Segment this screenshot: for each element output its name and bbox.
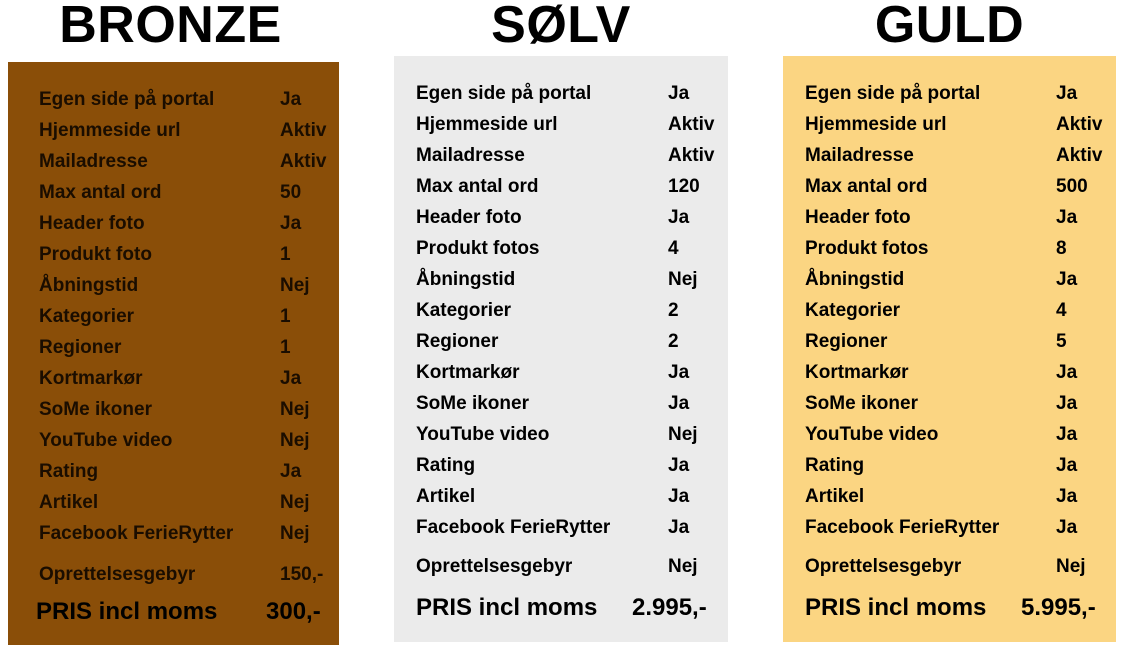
feature-row xyxy=(8,334,339,362)
feature-row xyxy=(8,427,339,455)
feature-label: Kortmarkør xyxy=(416,362,520,383)
feature-value: 2 xyxy=(668,300,679,321)
price-value: 300,- xyxy=(266,598,321,625)
feature-label: Egen side på portal xyxy=(805,83,981,104)
tier-title-guld: GULD xyxy=(874,0,1025,54)
feature-label: Artikel xyxy=(805,486,865,507)
feature-row xyxy=(394,142,728,170)
tier-solv xyxy=(394,0,728,650)
feature-value: Ja xyxy=(280,368,302,389)
feature-value: Aktiv xyxy=(280,120,327,141)
feature-value: 1 xyxy=(280,337,291,358)
feature-label: Hjemmeside url xyxy=(805,114,947,135)
feature-value: 4 xyxy=(1056,300,1067,321)
feature-row xyxy=(8,365,339,393)
feature-row xyxy=(394,483,728,511)
feature-row xyxy=(783,142,1116,170)
feature-value: Ja xyxy=(668,486,690,507)
feature-label: Mailadresse xyxy=(805,145,914,166)
feature-value: Ja xyxy=(1056,517,1078,538)
feature-label: Regioner xyxy=(39,337,122,358)
price-label: PRIS incl moms xyxy=(416,594,598,621)
feature-label: Hjemmeside url xyxy=(39,120,181,141)
tier-panel-guld xyxy=(783,56,1116,642)
feature-value: Ja xyxy=(668,207,690,228)
feature-label: Mailadresse xyxy=(39,151,148,172)
price-label: PRIS incl moms xyxy=(36,598,218,625)
feature-row xyxy=(8,520,339,548)
feature-value: 8 xyxy=(1056,238,1067,259)
feature-row xyxy=(783,235,1116,263)
feature-value: 120 xyxy=(668,176,700,197)
feature-label: Kategorier xyxy=(416,300,512,321)
feature-value: Ja xyxy=(668,455,690,476)
feature-label: Oprettelsesgebyr xyxy=(39,564,196,585)
feature-row xyxy=(8,561,339,589)
feature-value: Ja xyxy=(1056,393,1078,414)
feature-value: 150,- xyxy=(280,564,324,585)
feature-value: 1 xyxy=(280,306,291,327)
feature-value: Aktiv xyxy=(668,145,715,166)
tier-panel-bronze xyxy=(8,62,339,645)
feature-label: Kortmarkør xyxy=(39,368,143,389)
feature-label: Regioner xyxy=(805,331,888,352)
feature-row xyxy=(394,111,728,139)
feature-row xyxy=(8,210,339,238)
feature-value: Aktiv xyxy=(1056,145,1103,166)
feature-row xyxy=(8,179,339,207)
feature-value: Aktiv xyxy=(1056,114,1103,135)
tier-title-bronze: BRONZE xyxy=(59,0,282,54)
price-row xyxy=(783,591,1116,625)
feature-row xyxy=(8,396,339,424)
feature-value: Aktiv xyxy=(668,114,715,135)
feature-value: Nej xyxy=(668,269,698,290)
feature-label: Max antal ord xyxy=(39,182,162,203)
price-value: 2.995,- xyxy=(632,594,707,621)
feature-label: Kategorier xyxy=(39,306,135,327)
feature-row xyxy=(8,241,339,269)
feature-label: Max antal ord xyxy=(805,176,928,197)
feature-value: Nej xyxy=(280,275,310,296)
feature-row xyxy=(394,514,728,542)
feature-value: Ja xyxy=(668,362,690,383)
feature-row xyxy=(394,297,728,325)
price-row xyxy=(394,591,728,625)
feature-label: Facebook FerieRytter xyxy=(805,517,1000,538)
feature-row xyxy=(394,452,728,480)
feature-value: Nej xyxy=(668,556,698,577)
feature-value: Nej xyxy=(280,492,310,513)
feature-value: Ja xyxy=(668,83,690,104)
feature-row xyxy=(8,303,339,331)
feature-row xyxy=(783,483,1116,511)
tier-title-solv: SØLV xyxy=(491,0,631,54)
feature-label: Header foto xyxy=(416,207,522,228)
tier-guld xyxy=(783,0,1116,650)
feature-row xyxy=(783,390,1116,418)
feature-label: Rating xyxy=(416,455,476,476)
feature-row xyxy=(783,297,1116,325)
feature-label: Regioner xyxy=(416,331,499,352)
feature-label: Kategorier xyxy=(805,300,901,321)
feature-row xyxy=(394,328,728,356)
feature-label: SoMe ikoner xyxy=(805,393,918,414)
feature-row xyxy=(394,204,728,232)
feature-value: 4 xyxy=(668,238,679,259)
tier-panel-solv xyxy=(394,56,728,642)
feature-value: 5 xyxy=(1056,331,1067,352)
feature-row xyxy=(783,452,1116,480)
feature-row xyxy=(394,421,728,449)
feature-row xyxy=(783,80,1116,108)
feature-label: Header foto xyxy=(39,213,145,234)
price-value: 5.995,- xyxy=(1021,594,1096,621)
feature-label: SoMe ikoner xyxy=(416,393,529,414)
feature-row xyxy=(394,80,728,108)
feature-value: Ja xyxy=(280,213,302,234)
feature-row xyxy=(8,458,339,486)
feature-label: Oprettelsesgebyr xyxy=(416,556,573,577)
feature-row xyxy=(8,272,339,300)
feature-value: Nej xyxy=(280,523,310,544)
feature-label: Rating xyxy=(39,461,99,482)
feature-row xyxy=(8,148,339,176)
feature-label: Produkt fotos xyxy=(805,238,929,259)
feature-label: Mailadresse xyxy=(416,145,525,166)
feature-row xyxy=(394,390,728,418)
feature-label: Åbningstid xyxy=(416,269,516,290)
feature-label: Facebook FerieRytter xyxy=(416,517,611,538)
feature-row xyxy=(8,117,339,145)
feature-label: Produkt fotos xyxy=(416,238,540,259)
feature-row xyxy=(8,86,339,114)
feature-value: 1 xyxy=(280,244,291,265)
feature-label: Artikel xyxy=(416,486,476,507)
feature-label: YouTube video xyxy=(39,430,173,451)
feature-label: Facebook FerieRytter xyxy=(39,523,234,544)
feature-value: Nej xyxy=(280,430,310,451)
feature-value: Ja xyxy=(1056,362,1078,383)
feature-label: Åbningstid xyxy=(805,269,905,290)
feature-row xyxy=(8,489,339,517)
feature-label: Egen side på portal xyxy=(39,89,215,110)
feature-value: 500 xyxy=(1056,176,1088,197)
feature-value: Ja xyxy=(1056,424,1078,445)
feature-label: Egen side på portal xyxy=(416,83,592,104)
feature-value: Ja xyxy=(280,461,302,482)
price-label: PRIS incl moms xyxy=(805,594,987,621)
feature-value: Nej xyxy=(1056,556,1086,577)
feature-row xyxy=(783,359,1116,387)
feature-value: Ja xyxy=(280,89,302,110)
feature-row xyxy=(783,173,1116,201)
feature-value: Ja xyxy=(1056,83,1078,104)
feature-label: Max antal ord xyxy=(416,176,539,197)
feature-row xyxy=(783,553,1116,581)
feature-label: Header foto xyxy=(805,207,911,228)
feature-label: Artikel xyxy=(39,492,99,513)
feature-value: Aktiv xyxy=(280,151,327,172)
feature-value: Ja xyxy=(1056,269,1078,290)
feature-label: SoMe ikoner xyxy=(39,399,152,420)
feature-row xyxy=(783,266,1116,294)
feature-row xyxy=(394,359,728,387)
feature-label: YouTube video xyxy=(416,424,550,445)
feature-row xyxy=(783,514,1116,542)
feature-row xyxy=(394,235,728,263)
feature-row xyxy=(783,328,1116,356)
feature-value: 50 xyxy=(280,182,302,203)
feature-label: Kortmarkør xyxy=(805,362,909,383)
feature-value: Nej xyxy=(668,424,698,445)
feature-value: Ja xyxy=(1056,207,1078,228)
feature-value: Nej xyxy=(280,399,310,420)
price-row xyxy=(8,595,339,629)
feature-value: Ja xyxy=(1056,455,1078,476)
feature-row xyxy=(394,553,728,581)
feature-label: Rating xyxy=(805,455,865,476)
feature-value: Ja xyxy=(668,393,690,414)
tier-bronze xyxy=(0,0,350,650)
feature-row xyxy=(394,266,728,294)
feature-row xyxy=(394,173,728,201)
feature-label: Åbningstid xyxy=(39,275,139,296)
feature-label: Produkt foto xyxy=(39,244,152,265)
feature-value: Ja xyxy=(1056,486,1078,507)
feature-label: Oprettelsesgebyr xyxy=(805,556,962,577)
feature-label: Hjemmeside url xyxy=(416,114,558,135)
feature-row xyxy=(783,204,1116,232)
feature-value: Ja xyxy=(668,517,690,538)
feature-label: YouTube video xyxy=(805,424,939,445)
feature-row xyxy=(783,421,1116,449)
feature-row xyxy=(783,111,1116,139)
feature-value: 2 xyxy=(668,331,679,352)
